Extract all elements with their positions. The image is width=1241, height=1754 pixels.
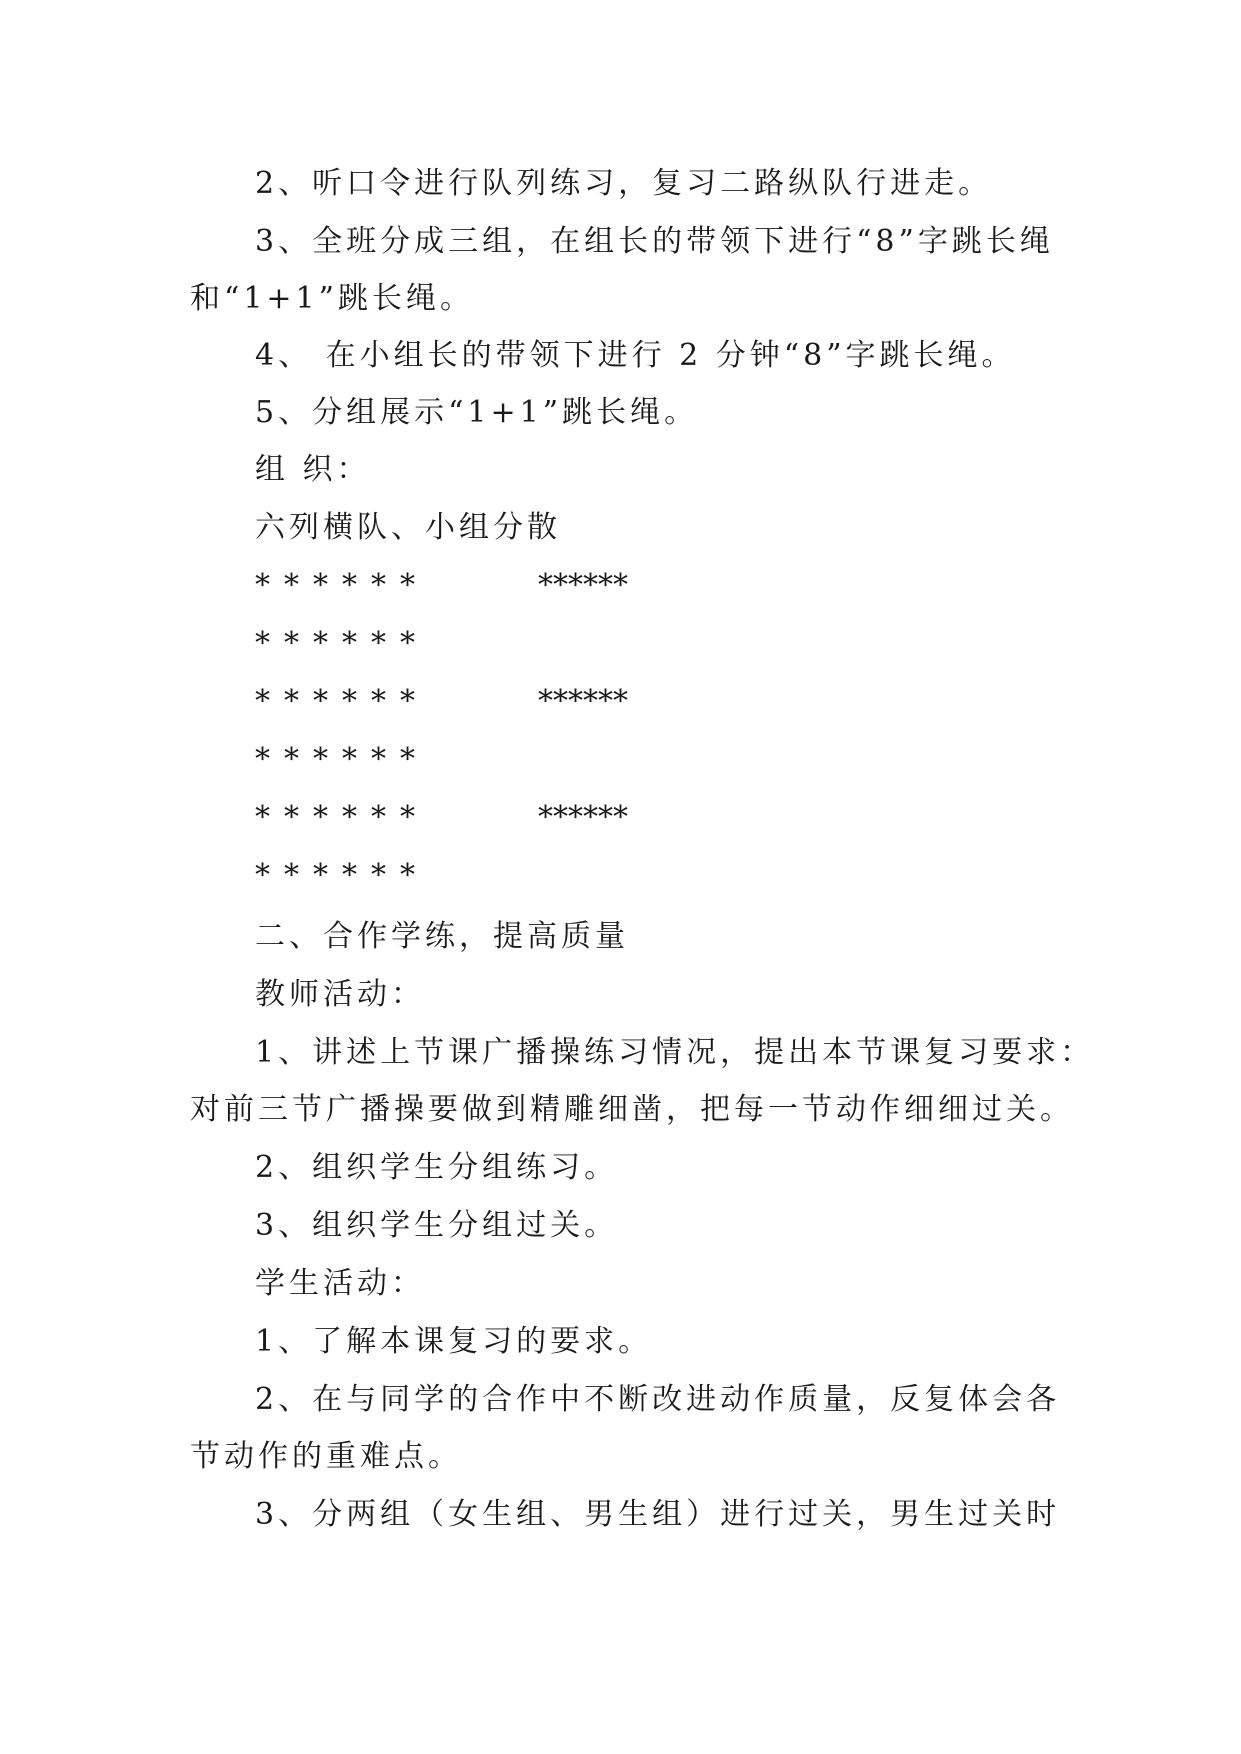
formation-row: ****** (255, 626, 429, 661)
paragraph-line: 1、讲述上节课广播操练习情况，提出本节课复习要求： (255, 1035, 1095, 1070)
paragraph-line: 2、听口令进行队列练习，复习二路纵队行进走。 (255, 166, 993, 201)
paragraph-line: 4、 在小组长的带领下进行 2 分钟“8”字跳长绳。 (255, 338, 1016, 373)
section-label: 教师活动： (255, 977, 425, 1012)
paragraph-line: 对前三节广播操要做到精雕细凿，把每一节动作细细过关。 (190, 1092, 1074, 1127)
formation-row: ****** (255, 684, 429, 719)
paragraph-line: 3、分两组（女生组、男生组）进行过关，男生过关时 (255, 1497, 1061, 1532)
formation-row: ****** (255, 568, 429, 603)
paragraph-line: 5、分组展示“1+1”跳长绳。 (255, 395, 699, 430)
section-label: 学生活动： (255, 1266, 425, 1301)
paragraph-line: 1、了解本课复习的要求。 (255, 1324, 653, 1359)
formation-row: ****** (255, 800, 429, 835)
paragraph-line: 2、在与同学的合作中不断改进动作质量，反复体会各 (255, 1382, 1061, 1417)
formation-row: ****** (255, 858, 429, 893)
section-label: 组 织： (255, 452, 371, 487)
paragraph-line: 和“1+1”跳长绳。 (190, 281, 474, 316)
paragraph-line: 2、组织学生分组练习。 (255, 1150, 619, 1185)
section-heading: 二、合作学练，提高质量 (255, 919, 629, 954)
paragraph-line: 3、组织学生分组过关。 (255, 1208, 619, 1243)
formation-caption: 六列横队、小组分散 (255, 510, 561, 545)
formation-row: ****** (255, 742, 429, 777)
paragraph-line: 3、全班分成三组，在组长的带领下进行“8”字跳长绳 (255, 224, 1054, 259)
paragraph-line: 节动作的重难点。 (190, 1439, 462, 1474)
formation-group: ****** (538, 568, 628, 603)
formation-group: ****** (538, 800, 628, 835)
formation-group: ****** (538, 684, 628, 719)
